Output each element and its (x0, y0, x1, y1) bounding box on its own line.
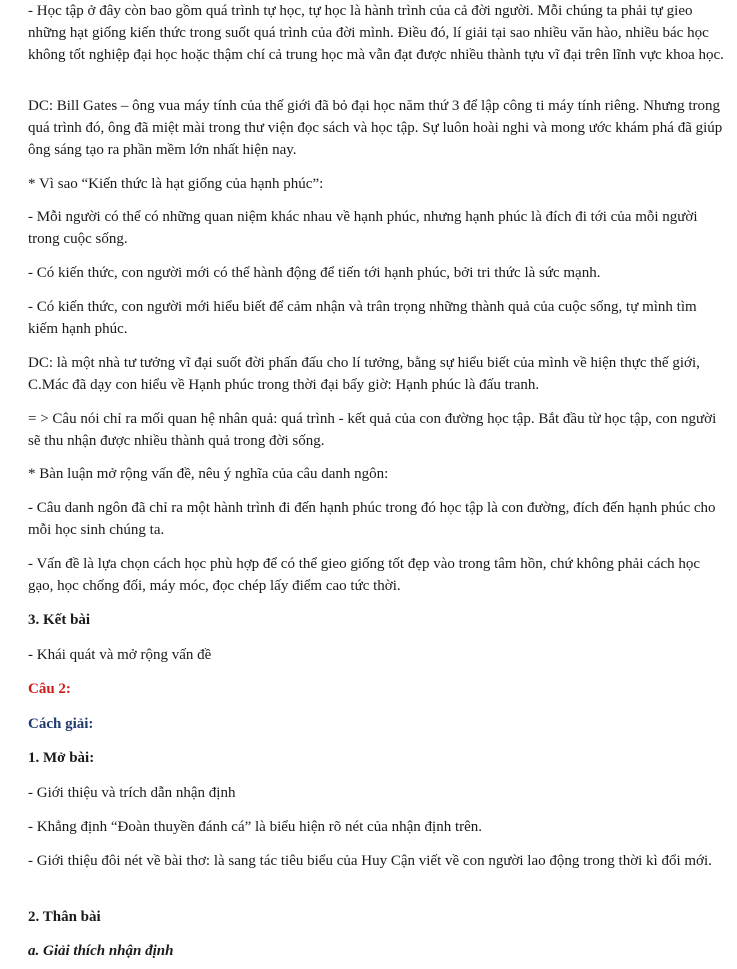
paragraph-intro-quote: - Giới thiệu và trích dẫn nhận định (28, 785, 236, 801)
paragraph-bill-gates-example: DC: Bill Gates – ông vua máy tính của thế giới đã bỏ đại học năm thứ 3 để lập công ti máy tính riêng. Nhưng trong quá trình đó, ông đã miệt mài trong thư viện đọc sách và học tập. Sự luôn hoài nghi và mong ước khám phá đã giúp ông sáng tạo ra phần mềm lớn nhất hiện nay. (28, 98, 723, 158)
paragraph-cause-effect: = > Câu nói chỉ ra mối quan hệ nhân quả: quá trình - kết quả của con đường học tập. Bắt đầu từ học tập, con người sẽ thu nhận được nhiều thành quả trong đời sống. (28, 411, 717, 449)
paragraph-why-heading: * Vì sao “Kiến thức là hạt giống của hạnh phúc”: (28, 176, 324, 192)
paragraph-poem-intro: - Giới thiệu đôi nét về bài thơ: là sang tác tiêu biểu của Huy Cận viết về con người lao động trong thời kì đổi mới. (28, 853, 712, 869)
heading-explain-statement: a. Giải thích nhận định (28, 943, 174, 959)
paragraph-affirm-poem: - Khẳng định “Đoàn thuyền đánh cá” là biểu hiện rõ nét của nhận định trên. (28, 819, 483, 835)
heading-introduction: 1. Mở bài: (28, 750, 95, 766)
paragraph-knowledge-action: - Có kiến thức, con người mới có thể hành động để tiến tới hạnh phúc, bởi tri thức là sức mạnh. (28, 265, 601, 281)
heading-body: 2. Thân bài (28, 909, 101, 925)
paragraph-discussion-heading: * Bàn luận mở rộng vấn đề, nêu ý nghĩa của câu danh ngôn: (28, 466, 389, 482)
paragraph-conclusion-summary: - Khái quát và mở rộng vấn đề (28, 647, 212, 663)
paragraph-happiness-views: - Mỗi người có thể có những quan niệm khác nhau về hạnh phúc, nhưng hạnh phúc là đích đi tới của mỗi người trong cuộc sống. (28, 209, 698, 247)
paragraph-marx-example: DC: là một nhà tư tưởng vĩ đại suốt đời phấn đấu cho lí tưởng, bằng sự hiểu biết của mình về hiện thực thế giới, C.Mác đã dạy con hiểu về Hạnh phúc trong thời đại bấy giờ: Hạnh phúc là đấu tranh. (28, 355, 700, 393)
heading-conclusion: 3. Kết bài (28, 612, 91, 628)
paragraph-journey: - Câu danh ngôn đã chỉ ra một hành trình đi đến hạnh phúc trong đó học tập là con đường, đích đến hạnh phúc cho mỗi học sinh chúng ta. (28, 500, 716, 538)
heading-question-2: Câu 2: (28, 681, 71, 697)
paragraph-knowledge-appreciation: - Có kiến thức, con người mới hiểu biết để cảm nhận và trân trọng những thành quả của cuộc sống, tự mình tìm kiếm hạnh phúc. (28, 299, 697, 337)
heading-solution-method: Cách giải: (28, 716, 94, 732)
paragraph-self-study: - Học tập ở đây còn bao gồm quá trình tự học, tự học là hành trình của cả đời người. Mỗi chúng ta phải tự gieo những hạt giống kiến thức trong suốt quá trình của đời mình. Điều đó, lí giải tại sao nhiều văn hào, nhiều bác học không tốt nghiệp đại học hoặc thậm chí cả trung học mà vẫn đạt được nhiều thành tựu vĩ đại trên lĩnh vực khoa học. (28, 3, 724, 63)
paragraph-study-method: - Vấn đề là lựa chọn cách học phù hợp để có thể gieo giống tốt đẹp vào trong tâm hồn, chứ không phải cách học gạo, học chống đối, máy móc, đọc chép lấy điểm cao tức thời. (28, 556, 701, 594)
